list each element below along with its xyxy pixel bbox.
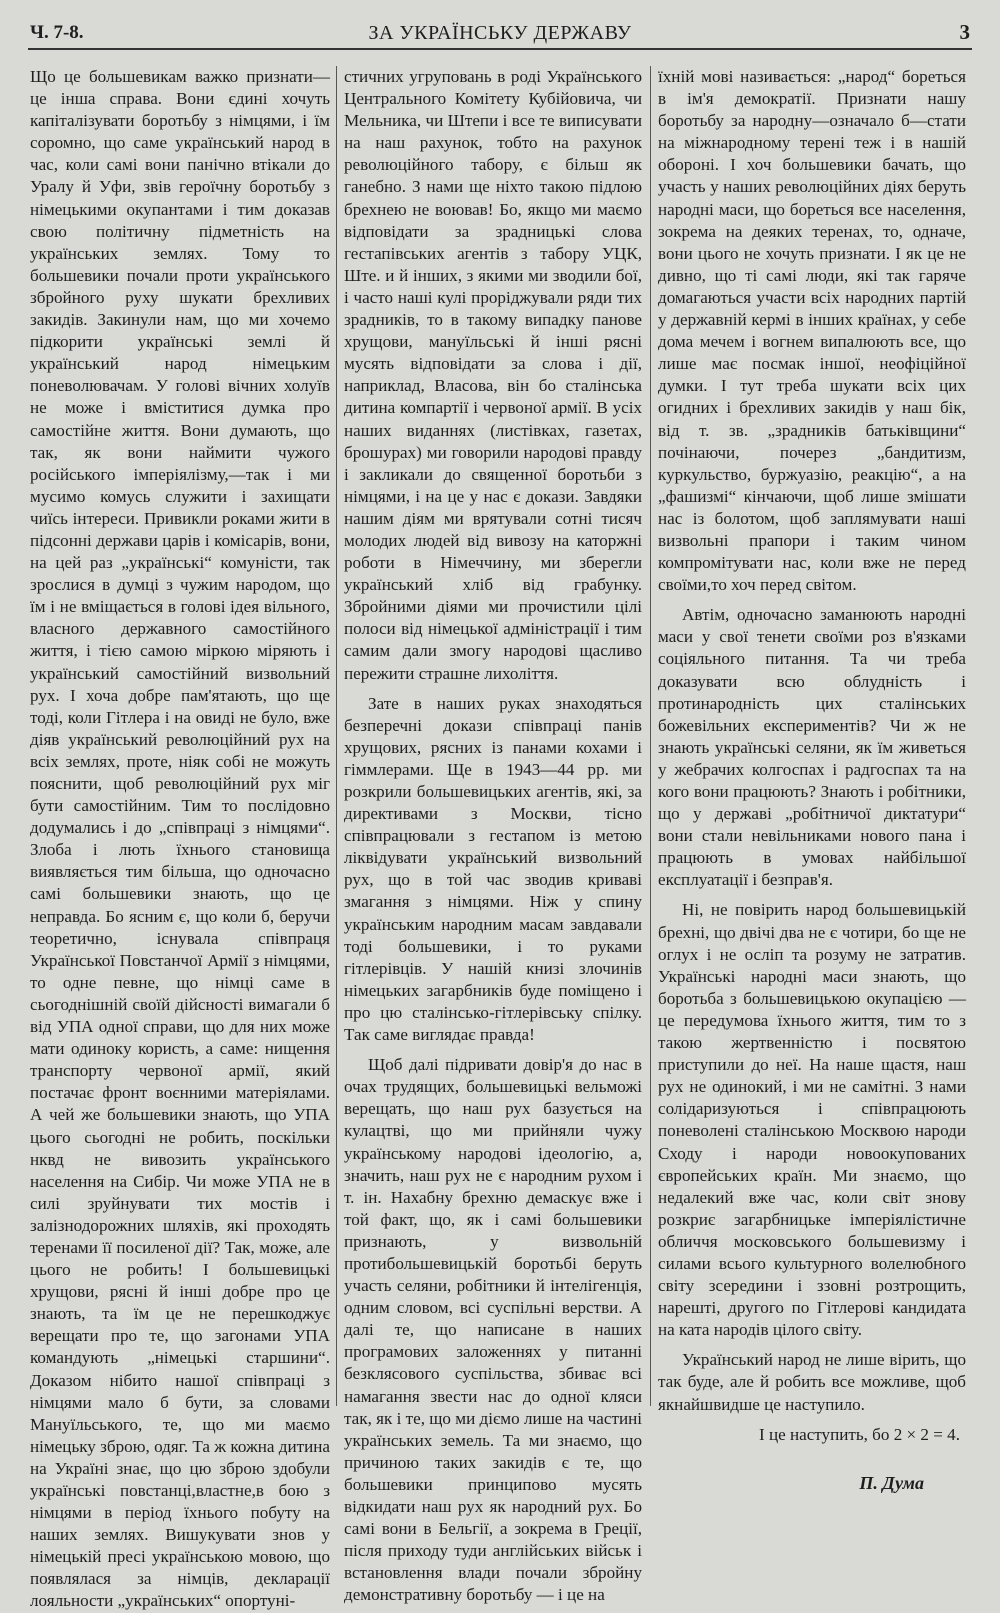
text-column-1 <box>30 66 330 1611</box>
newspaper-title: ЗА УКРАЇНСЬКУ ДЕРЖАВУ <box>368 22 632 44</box>
column-divider <box>336 66 337 1406</box>
page-header <box>28 18 972 50</box>
paragraph: стичних угруповань в роді Українського Центрального Комітету Кубійовича, чи Мельника, чи Штепи і все те виписувати на наш рахунок, тобто на рахунок революційного табору, є більш як ганебно. З нами ще ніхто такою підлою брехнею не воював! Бо, якщо ми маємо відповідати за зрадницькі слова гестапівських агентів з табору УЦК, Ште. и й інших, з якими ми зводили бої, і часто наші кулі проріджували ряди тих зрадників, то в такому випадку панове хрущови, мануїльські й інші рясні мусять відповідати за слова і дії, наприклад, Власова, він бо сталінська дитина компартії і червоної армії. В усіх наших виданнях (листівках, газетах, брошурах) ми говорили народові правду і закликали до священної боротьби з німцями, і на це у нас є докази. Завдяки нашим діям ми врятували сотні тисяч молодих людей від вивозу на каторжні роботи в Німеччину, ми зберегли український хліб від грабунку. Збройними діями ми прочистили цілі полоси від німецької адміністрації і тим самим дали змогу народові щасливо пережити страшне лихоліття. <box>344 67 642 683</box>
text-column-3 <box>658 66 966 1493</box>
issue-number: Ч. 7-8. <box>30 22 84 43</box>
column-divider <box>650 66 651 1406</box>
paragraph: Український народ не лише вірить, що так буде, але й робить все можливе, щоб якнайшвидше це наступило. <box>658 1350 966 1414</box>
paragraph: їхній мові називається: „народ“ бореться в ім'я демократії. Признати нашу боротьбу за народну—означало б—стати на міжнародному терені теж і в нашій обороні. І хоч большевики бачать, що участь у наших революційних діях беруть народні маси, що бореться все населення, зокрема на деяких теренах, то, одначе, вони цього не хочуть признати. І як це не дивно, що ті самі люди, які так гаряче домагаються участи всіх народних партій у державній кермі в інших країнах, у себе дома мечем і вогнем випалюють все, що лише має посмак іншої, неофіційної думки. І тут треба шукати всіх цих огидних і брехливих закидів у наш бік, від т. зв. „зрадників батьківщини“ почінаючи, почерез „бандитизм, куркульство, буржуазію, реакцію“, а на „фашизмі“ кінчаючи, щоб лише змішати нас із болотом, щоб заплямувати наші визвольні прапори і таким чином компромітувати нас, коли вже не перед своїми,то хоч перед світом. <box>658 67 966 595</box>
closing-line: І це наступить, бо 2 × 2 = 4. <box>758 1424 960 1444</box>
paragraph: Що це большевикам важко признати—це інша справа. Вони єдині хочуть капіталізувати боротьбу з німцями, і їм соромно, що саме український народ в час, коли самі вони панічно втікали до Уралу й Уфи, звів героїчну боротьбу з німецькими окупантами і тим доказав свою політичну підметність на українських землях. Тому то большевики почали проти українського збройного руху шукати брехливих закидів. Закинули нам, що ми хочемо підкорити українські землі й український народ німецьким поневолювачам. У голові вічних холуїв не може і вміститися думка про самостійне життя. Вони думають, що так, як вони наймити чужого російського імперіялізму,—так і ми мусимо комусь служити і захищати чиїсь інтереси. Привикли роками жити в підсонні держави царів і комісарів, вони, на цей раз „українські“ комуністи, так зрослися в думці з чужим народом, що їм і не вміщається в голові ідея вільного, власного державного самостійного життя, і тією самою міркою міряють і український самостійний визвольний рух. І хоча добре пам'ятають, що ще тоді, коли Гітлера і на овиді не було, вже діяв український революційний рух на всіх землях, проте, ніяк собі не можуть пояснити, щоб революційний рух міг бути самостійним. Тим то послідовно додумались і до „співпраці з німцями“. Злоба і лють їхнього становища виявляється тим більша, що одночасно самі большевики знають, що це неправда. Бо ясним є, що коли б, беручи теоретично, існувала співпраця Української Повстанчої Армії з німцями, то одне певне, що німці саме в сьогоднішній своїй дійсності вимагали б від УПА одної справи, що для них може мати одинокy користь, а саме: нищення транспорту червоної армії, який постачає фронт воєнними матеріялами. А чей же большевики знають, що УПА цього сьогодні не робить, поскільки нквд не вивозить українського населення на Сибір. Чи може УПА не в силі зруйнувати тих мостів і залізнодорожних шляхів, які проходять теренами її посиленої дії? Так, може, але цього не робить! І большевицькі хрущови, рясні й інші добре про це знають, та їм це не перешкоджує верещати про те, що загонами УПА командують „німецькі старшини“. Доказом нібито нашої співпраці з німцями мало б бути, за словами Мануїльського, те, що ми маємо німецьку зброю, одяг. Та ж кожна дитина на Україні знає, що цю зброю здобули українські повстанці,властне,в бою з німцями в період їхнього побуту на наших землях. Вишукувати знов у німецькій пресі українською мовою, що появлялася за німців, декларації лояльности „українських“ опортуні- <box>30 67 330 1611</box>
author-signature: П. Дума <box>859 1472 924 1493</box>
paragraph: Ні, не повірить народ большевицькій брехні, що двічі два не є чотири, бо ще не оглух і не осліп та розуму не затратив. Українські народні маси знають, що боротьба з большевицькою окупацією — це передумова їхнього життя, тим то з такою жертвенністю і посвятою приступили до неї. На наше щастя, наш рух не одинокий, і ми не самітні. З нами солідаризуються і співпрацюють поневолені сталінською Москвою народи Сходу і народи новоокупованих європейських країн. Ми знаємо, що недалекий вже час, коли світ знову розкриє загарбницьке імперіялістичне обличчя московського большевизму і силами всього культурного волелюбного світу зсередини і ззовні розтрощить, нарешті, другого по Гітлерові кандидата на ката народів цілого світу. <box>658 900 966 1340</box>
paragraph: Зате в наших руках знаходяться безперечні докази співпраці панів хрущових, рясних із панами кохами і гіммлерами. Ще в 1943—44 рр. ми розкрили большевицьких агентів, які, за директивами з Москви, тісно співпрацювали з гестапом із метою ліквідувати український визвольний рух, що в той час зводив криваві змагання з німцями. Ніж у спину українським народним масам завдавали тоді большевики, і то руками гітлерівців. У нашій книзі злочинів німецьких загарбників буде поміщено і про цю сталінсько-гітлерівську спілку. Так саме виглядає правда! <box>344 693 642 1045</box>
text-column-2 <box>344 66 642 1605</box>
paragraph: Автім, одночасно заманюють народні маси у свої тенети своїми роз в'язками соціяльного питання. Та чи треба доказувати всю облудність і протинародність цих сталінських божевільних експериментів? Чи ж не знають українські селяни, як їм живеться у жебрачих колгоспах і радгоспах та на кого вони працюють? Знають і робітники, що у державі „робітничої диктатури“ вони стали невільниками нового пана і працюють в умовах найбільшої експлуатації і безправ'я. <box>658 605 966 890</box>
paragraph: Щоб далі підривати довір'я до нас в очах трудящих, большевицькі вельможі верещать, що наш рух базується на кулацтві, що ми прийняли чужу українському народові ідеологію, а, значить, наш рух не є народним рухом і т. ін. Нахабну брехню демаскує вже і той факт, що, як і самі большевики признають, у визвольній протибольшевицькій боротьбі беруть участь селяни, робітники й інтелігенція, одним словом, всі суспільні верстви. А далі те, що написане в наших програмових заложеннях у питанні безклясового суспільства, збиває всі намагання звести нас до одної кляси так, як і те, що ми діємо лише на частині українських земель. Та ми знаємо, що причиною таких закидів є те, що большевики принципово мусять відкидати наш рух як народний рух. Бо самі вони в Бельгії, а зокрема в Греції, після приходу туди англійських військ і встановлення влади почали збройну демонстративну боротьбу — і це на <box>344 1055 642 1605</box>
page-number: 3 <box>959 20 970 44</box>
